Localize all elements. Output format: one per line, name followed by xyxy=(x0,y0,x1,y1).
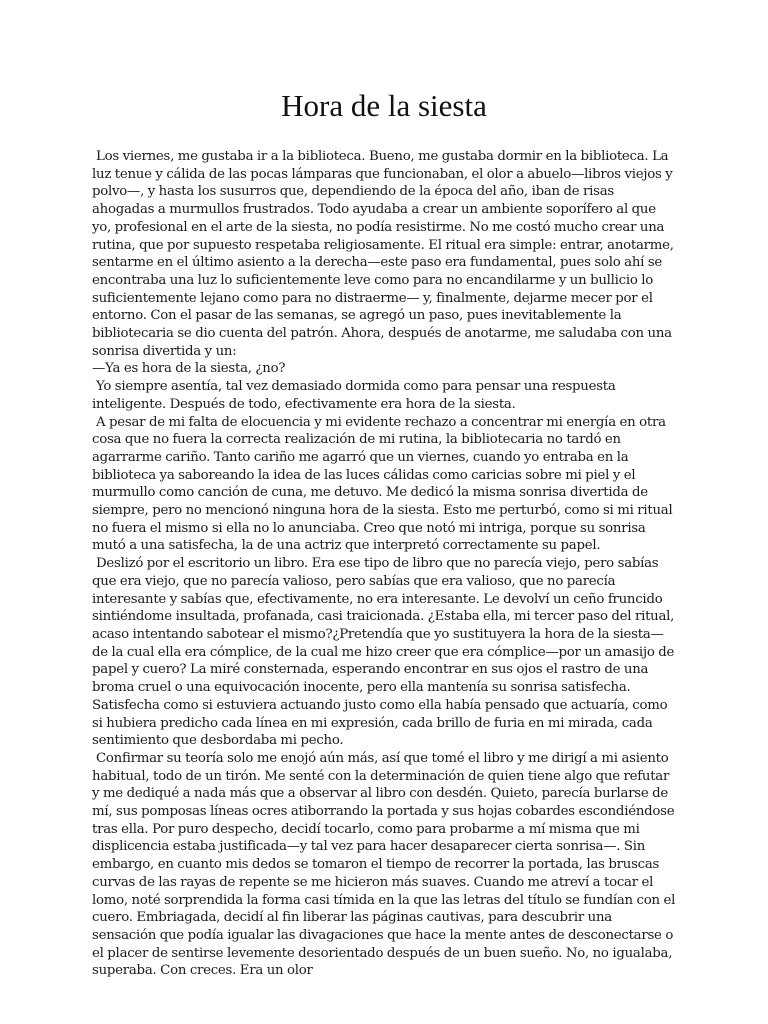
paragraph: Yo siempre asentía, tal vez demasiado dormida como para pensar una respuesta inteligente. Después de todo, efectivamente era hora de la siesta. xyxy=(92,379,616,412)
paragraph: Deslizó por el escritorio un libro. Era ese tipo de libro que no parecía viejo, pero sabías que era viejo, que no parecía valioso, pero sabías que era valioso, que no parecía interesante y sabías que, efectivamente, no era interesante. Le devolví un ceño fruncido sintiéndome insultada, profanada, casi traicionada. ¿Estaba ella, mi tercer paso del ritual, acaso intentando sabotear el mismo?¿Pretendía que yo sustituyera la hora de la siesta—de la cual ella era cómplice, de la cual me hizo creer que era cómplice—por un amasijo de papel y cuero? La miré consternada, esperando encontrar en sus ojos el rastro de una broma cruel o una equivocación inocente, pero ella mantenía su sonrisa satisfecha. Satisfecha como si estuviera actuando justo como ella había pensado que actuaría, como si hubiera predicho cada línea en mi expresión, cada brillo de furia en mi mirada, cada sentimiento que desbordaba mi pecho. xyxy=(92,556,675,749)
document-body xyxy=(92,148,678,980)
paragraph: —Ya es hora de la siesta, ¿no? xyxy=(92,361,286,377)
paragraph: Confirmar su teoría solo me enojó aún más, así que tomé el libro y me dirigí a mi asiento habitual, todo de un tirón. Me senté con la determinación de quien tiene algo que refutar y me dediqué a nada más que a observar al libro con desdén. Quieto, parecía burlarse de mí, sus pomposas líneas ocres atiborrando la portada y sus hojas cobardes escondiéndose tras ella. Por puro despecho, decidí tocarlo, como para probarme a mí misma que mi displicencia estaba justificada—y tal vez para hacer desaparecer cierta sonrisa—. Sin embargo, en cuanto mis dedos se tomaron el tiempo de recorrer la portada, las bruscas curvas de las rayas de repente se me hicieron más suaves. Cuando me atreví a tocar el lomo, noté sorprendida la forma casi tímida en la que las letras del título se fundían con el cuero. Embriagada, decidí al fin liberar las páginas cautivas, para descubrir una sensación que podía igualar las divagaciones que hace la mente antes de desconectarse o el placer de sentirse levemente desorientado después de un buen sueño. No, no igualaba, superaba. Con creces. Era un olor xyxy=(92,750,676,979)
paragraph: Los viernes, me gustaba ir a la biblioteca. Bueno, me gustaba dormir en la biblioteca. La luz tenue y cálida de las pocas lámparas que funcionaban, el olor a abuelo—libros viejos y polvo—, y hasta los susurros que, dependiendo de la época del año, iban de risas ahogadas a murmullos frustrados. Todo ayudaba a crear un ambiente soporífero al que yo, profesional en el arte de la siesta, no podía resistirme. No me costó mucho crear una rutina, que por supuesto respetaba religiosamente. El ritual era simple: entrar, anotarme, sentarme en el último asiento a la derecha—este paso era fundamental, pues solo ahí se encontraba una luz lo suficientemente leve como para no encandilarme y un bullicio lo suficientemente lejano como para no distraerme— y, finalmente, dejarme mecer por el entorno. Con el pasar de las semanas, se agregó un paso, pues inevitablemente la bibliotecaria se dio cuenta del patrón. Ahora, después de anotarme, me saludaba con una sonrisa divertida y un: xyxy=(92,149,674,359)
document-title: Hora de la siesta xyxy=(281,88,487,123)
paragraph: A pesar de mi falta de elocuencia y mi evidente rechazo a concentrar mi energía en otra cosa que no fuera la correcta realización de mi rutina, la bibliotecaria no tardó en agarrarme cariño. Tanto cariño me agarró que un viernes, cuando yo entraba en la biblioteca ya saboreando la idea de las luces cálidas como caricias sobre mi piel y el murmullo como canción de cuna, me detuvo. Me dedicó la misma sonrisa divertida de siempre, pero no mencionó ninguna hora de la siesta. Esto me perturbó, como si mi ritual no fuera el mismo si ella no lo anunciaba. Creo que notó mi intriga, porque su sonrisa mutó a una satisfecha, la de una actriz que interpretó correctamente su papel. xyxy=(92,414,673,554)
